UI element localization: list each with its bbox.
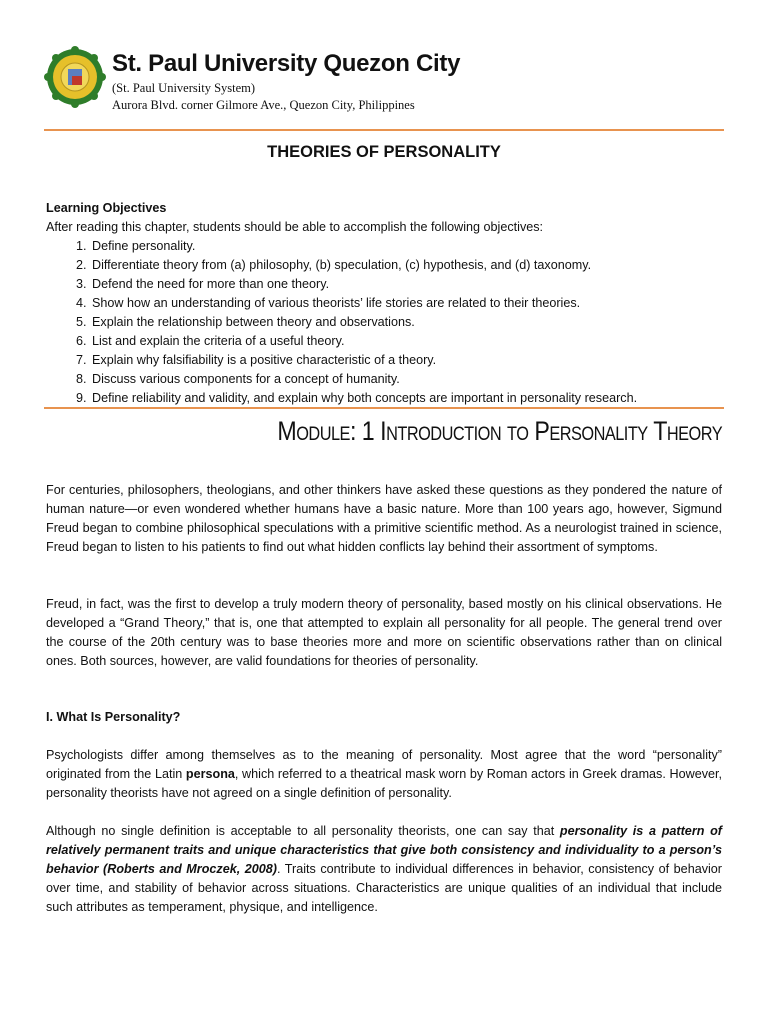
paragraph-2: Freud, in fact, was the first to develop a truly modern theory of personality, based mostly on his clinical observations. He developed a “Grand Theory,” that is, one that attempted to explain all personality for all people. The general trend over the course of the 20th century was to base theories more and more on scientific observations rather than on clinical ones. Both sources, however, are valid foundations for theories of personality. — [46, 597, 722, 668]
objective-item: 5. Explain the relationship between theory and observations. — [90, 313, 726, 332]
university-address: Aurora Blvd. corner Gilmore Ave., Quezon City, Philippines — [112, 98, 415, 112]
p4-text: Although no single definition is acceptable to all personality theorists, one can say that — [46, 824, 560, 838]
objectives-heading: Learning Objectives — [46, 201, 167, 215]
objective-item: 9. Define reliability and validity, and explain why both concepts are important in personality research. — [90, 389, 726, 408]
paragraph-3 — [46, 746, 722, 803]
p4-text-end: . Traits contribute to individual differences in behavior, consistency of behavior over time, and stability of behavior across situations. Characteristics are unique qualities of an individual that include such attributes as temperament, physique, and intelligence. — [46, 862, 722, 914]
header-divider — [44, 129, 724, 131]
objectives-list — [46, 237, 726, 408]
p3-text-end: , which referred to a theatrical mask worn by Roman actors in Greek dramas. However, personality theorists have not agreed on a single definition of personality. — [46, 767, 722, 800]
p3-persona-term: persona — [185, 767, 235, 781]
objective-item: 1. Define personality. — [90, 237, 726, 256]
objective-item: 7. Explain why falsifiability is a positive characteristic of a theory. — [90, 351, 726, 370]
university-name: St. Paul University Quezon City — [112, 50, 461, 77]
objective-item: 4. Show how an understanding of various theorists’ life stories are related to their theories. — [90, 294, 726, 313]
section-heading: I. What Is Personality? — [46, 710, 181, 724]
objective-item: 2. Differentiate theory from (a) philosophy, (b) speculation, (c) hypothesis, and (d) taxonomy. — [90, 256, 726, 275]
document-title: THEORIES OF PERSONALITY — [267, 143, 501, 161]
objective-item: 3. Defend the need for more than one theory. — [90, 275, 726, 294]
module-divider — [44, 407, 724, 409]
objective-item: 8. Discuss various components for a concept of humanity. — [90, 370, 726, 389]
learning-objectives — [46, 199, 726, 408]
objectives-intro: After reading this chapter, students should be able to accomplish the following objectives: — [46, 220, 544, 234]
objective-item: 6. List and explain the criteria of a useful theory. — [90, 332, 726, 351]
university-system: (St. Paul University System) — [112, 81, 256, 95]
university-seal-logo — [44, 46, 106, 108]
p3-text: Psychologists differ among themselves as to the meaning of personality. Most agree that the word “personality” originated from the Latin — [46, 748, 722, 781]
module-heading: Module: 1 Introduction to Personality Theory — [277, 416, 722, 446]
paragraph-1: For centuries, philosophers, theologians, and other thinkers have asked these questions as they pondered the nature of human nature—or even wondered whether humans have a basic nature. More than 100 years ago, however, Sigmund Freud began to combine philosophical speculations with a primitive scientific method. As a neurologist trained in science, Freud began to listen to his patients to find out what hidden conflicts lay behind their assortment of symptoms. — [46, 483, 722, 554]
paragraph-4 — [46, 822, 722, 917]
p4-definition: personality is a pattern of relatively permanent traits and unique characteristics that give both consistency and individuality to a person’s behavior (Roberts and Mroczek, 2008) — [46, 824, 722, 876]
